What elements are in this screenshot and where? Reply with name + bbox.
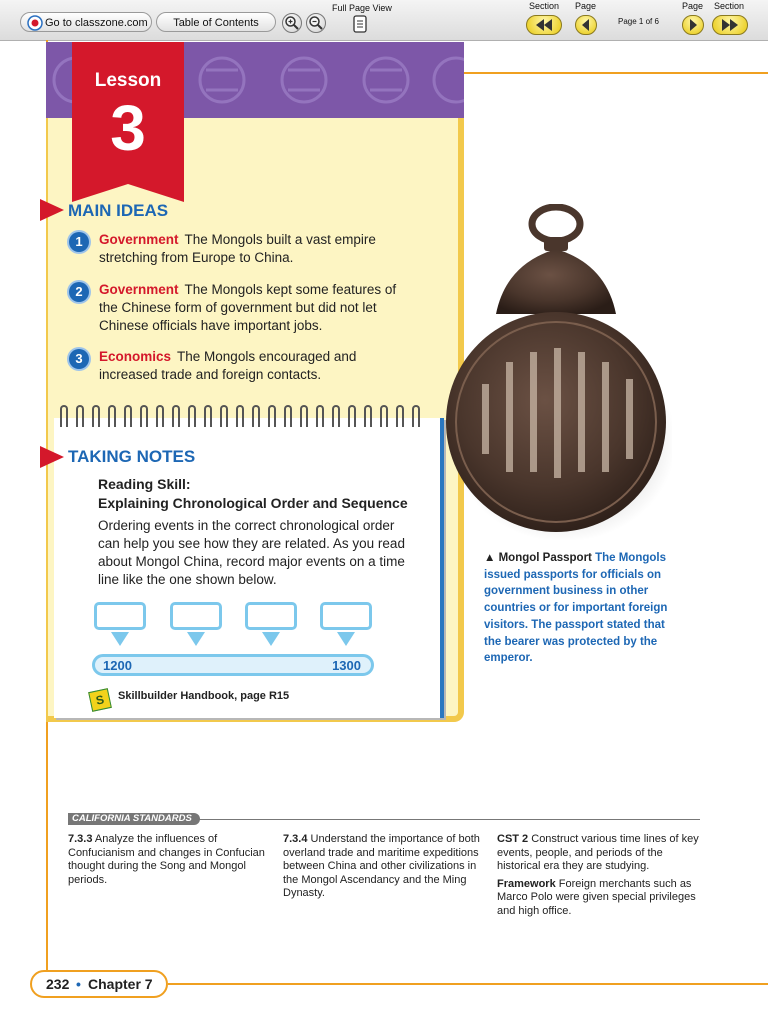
main-idea-2	[99, 281, 399, 335]
reading-skill-label: Reading Skill:	[98, 476, 191, 492]
zoom-out-icon	[307, 14, 325, 32]
idea-text: The Mongols encouraged and increased trade and foreign contacts.	[99, 349, 357, 382]
reading-skill-name: Explaining Chronological Order and Sequence	[98, 495, 408, 511]
next-page-button[interactable]	[682, 15, 704, 35]
idea-number-2: 2	[69, 282, 89, 302]
standard-7-3-4	[283, 833, 489, 901]
top-right-rule	[464, 72, 768, 74]
taking-notes-arrow-icon	[40, 446, 64, 468]
double-right-arrow-icon	[713, 16, 747, 34]
standard-code: 7.3.4	[283, 833, 308, 845]
taking-notes-body: Ordering events in the correct chronological order can help you see how they are related. As you read about Mongol China, record major events on a time line like the one shown below.	[98, 518, 405, 587]
timeline-bar	[92, 654, 374, 676]
timeline-box	[320, 602, 372, 630]
document-icon	[352, 15, 368, 33]
page-indicator: Page 1 of 6	[618, 17, 659, 26]
main-idea-1	[99, 231, 399, 267]
caption-title: Mongol Passport	[498, 552, 592, 564]
timeline-arrow-icon	[337, 632, 355, 646]
standard-code: CST 2	[497, 833, 529, 845]
idea-text: The Mongols kept some features of the Chinese form of government but did not let Chinese officials have important jobs.	[99, 282, 397, 333]
previous-section-button[interactable]	[526, 15, 562, 35]
chapter-label: Chapter 7	[88, 976, 153, 992]
timeline-box	[170, 602, 222, 630]
mongol-passport-image	[446, 204, 672, 540]
double-left-arrow-icon	[527, 16, 561, 34]
lesson-ribbon	[72, 42, 184, 184]
toc-label: Table of Contents	[173, 17, 259, 29]
standards-rule	[196, 819, 700, 820]
standard-text: Construct various time lines of key events, people, and periods of the historical era they are studying.	[497, 833, 699, 872]
classzone-button[interactable]	[20, 12, 152, 32]
framework-label: Framework	[497, 877, 556, 890]
classzone-label: Go to classzone.com	[45, 17, 148, 29]
idea-text: The Mongols built a vast empire stretching from Europe to China.	[99, 232, 376, 265]
standards-header: CALIFORNIA STANDARDS	[68, 813, 200, 825]
section-label-left: Section	[529, 1, 560, 11]
timeline-arrow-icon	[111, 632, 129, 646]
idea-number-1: 1	[69, 232, 89, 252]
right-arrow-icon	[683, 16, 703, 34]
reader-toolbar	[0, 0, 768, 41]
full-page-view-button[interactable]	[352, 15, 368, 33]
page-number: 232	[46, 976, 70, 992]
table-of-contents-button[interactable]	[156, 12, 276, 32]
timeline-box	[94, 602, 146, 630]
framework-note	[497, 878, 703, 919]
main-ideas-heading: MAIN IDEAS	[68, 201, 169, 220]
zoom-out-button[interactable]	[306, 13, 326, 33]
timeline-end-year: 1300	[332, 658, 361, 673]
timeline-start-year: 1200	[103, 658, 132, 673]
standard-text: Understand the importance of both overland trade and maritime expeditions between China and other civilizations in the Mongol Ascendancy and the Ming Dynasty.	[283, 833, 480, 899]
page-footer	[30, 970, 168, 998]
standard-7-3-3	[68, 833, 272, 887]
footer-bullet: •	[76, 976, 81, 992]
idea-keyword: Economics	[99, 349, 172, 364]
next-section-button[interactable]	[712, 15, 748, 35]
timeline-arrow-icon	[187, 632, 205, 646]
classzone-logo-icon	[27, 15, 43, 31]
previous-page-button[interactable]	[575, 15, 597, 35]
full-page-view-label: Full Page View	[332, 3, 392, 13]
page-label-left: Page	[575, 1, 597, 11]
framework-text: Foreign merchants such as Marco Polo were given special privileges and high office.	[497, 877, 696, 917]
idea-keyword: Government	[99, 232, 179, 247]
standard-text: Analyze the influences of Confucianism and changes in Confucian thought during the Song and Mongol periods.	[68, 833, 265, 886]
caption-triangle-icon: ▲	[484, 552, 496, 564]
section-label-right: Section	[714, 1, 745, 11]
zoom-in-button[interactable]	[282, 13, 302, 33]
timeline-box	[245, 602, 297, 630]
idea-keyword: Government	[99, 282, 179, 297]
skillbuilder-reference: Skillbuilder Handbook, page R15	[118, 690, 290, 702]
footer-rule	[168, 983, 768, 985]
caption-text: The Mongols issued passports for officials on government business in other countries or for important foreign visitors. The passport stated that the bearer was protected by the emperor.	[484, 552, 668, 665]
photo-caption	[484, 550, 684, 667]
timeline-arrow-icon	[262, 632, 280, 646]
taking-notes-heading: TAKING NOTES	[68, 447, 196, 466]
standard-cst-2	[497, 833, 703, 918]
standard-code: 7.3.3	[68, 833, 93, 845]
main-idea-3	[99, 348, 399, 384]
skillbuilder-icon: S	[88, 688, 112, 712]
lesson-number: 3	[110, 92, 146, 164]
main-ideas-arrow-icon	[40, 199, 64, 221]
zoom-in-icon	[283, 14, 301, 32]
idea-number-3: 3	[69, 349, 89, 369]
lesson-word: Lesson	[94, 70, 162, 91]
page-label-right: Page	[682, 1, 704, 11]
left-arrow-icon	[576, 16, 596, 34]
